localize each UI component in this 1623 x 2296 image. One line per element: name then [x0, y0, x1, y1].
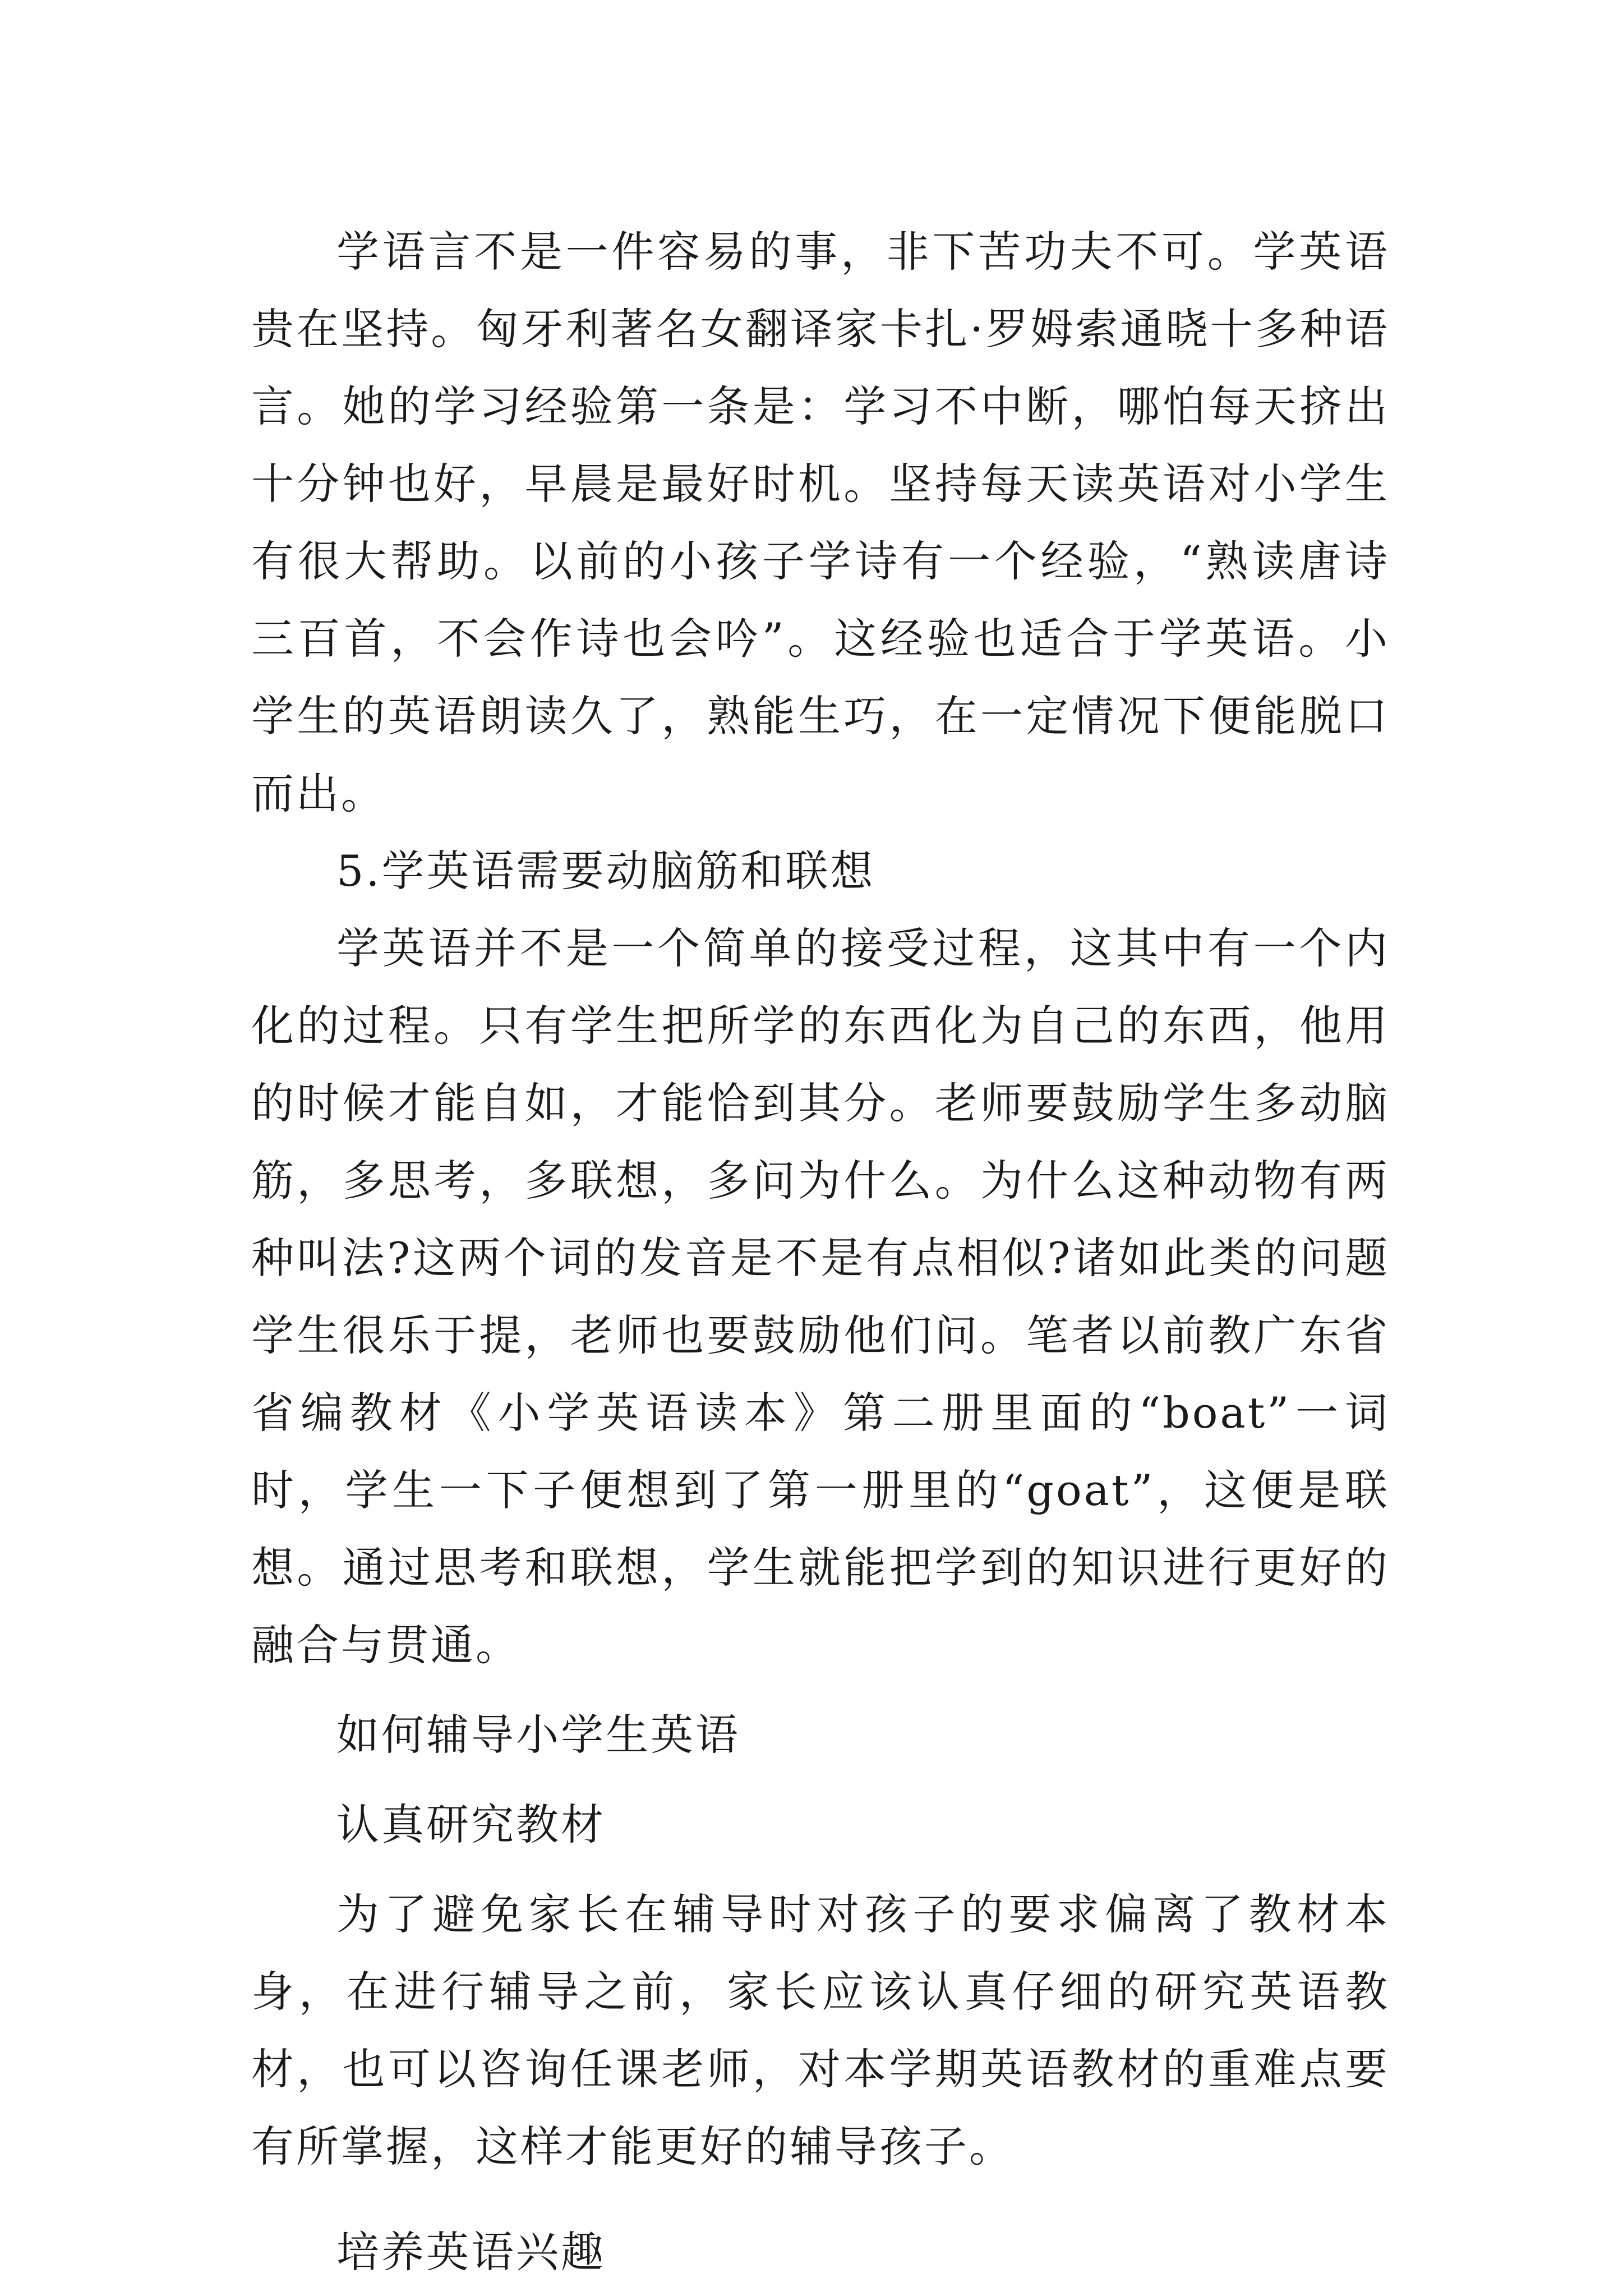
paragraph-study-textbook: 为了避免家长在辅导时对孩子的要求偏离了教材本身，在进行辅导之前，家长应该认真仔细的研究英语教材，也可以咨询任课老师，对本学期英语教材的重难点要有所掌握，这样才能更好的辅导孩子。: [251, 1889, 1390, 2171]
paragraph-persistence: 学语言不是一件容易的事，非下苦功夫不可。学英语贵在坚持。匈牙利著名女翻译家卡扎·罗姆索通晓十多种语言。她的学习经验第一条是：学习不中断，哪怕每天挤出十分钟也好，早晨是最好时机。坚持每天读英语对小学生有很大帮助。以前的小孩子学诗有一个经验，“熟读唐诗三百首，不会作诗也会吟”。这经验也适合于学英语。小学生的英语朗读久了，熟能生巧，在一定情况下便能脱口而出。: [251, 227, 1390, 818]
section-heading-foster-interest: 培养英语兴趣: [336, 2227, 606, 2277]
document-body: [251, 213, 1390, 2291]
paragraph-thinking-association: 学英语并不是一个简单的接受过程，这其中有一个内化的过程。只有学生把所学的东西化为自己的东西，他用的时候才能自如，才能恰到其分。老师要鼓励学生多动脑筋，多思考，多联想，多问为什么。为什么这种动物有两种叫法?这两个词的发音是不是有点相似?诸如此类的问题学生很乐于提，老师也要鼓励他们问。笔者以前教广东省省编教材《小学英语读本》第二册里面的“boat”一词时，学生一下子便想到了第一册里的“goat”，这便是联想。通过思考和联想，学生就能把学到的知识进行更好的融合与贯通。: [251, 923, 1390, 1670]
section-heading-how-to-tutor: 如何辅导小学生英语: [336, 1710, 740, 1760]
section-heading-study-textbook: 认真研究教材: [336, 1800, 606, 1849]
section-heading-thinking-association: 5.学英语需要动脑筋和联想: [336, 846, 875, 896]
